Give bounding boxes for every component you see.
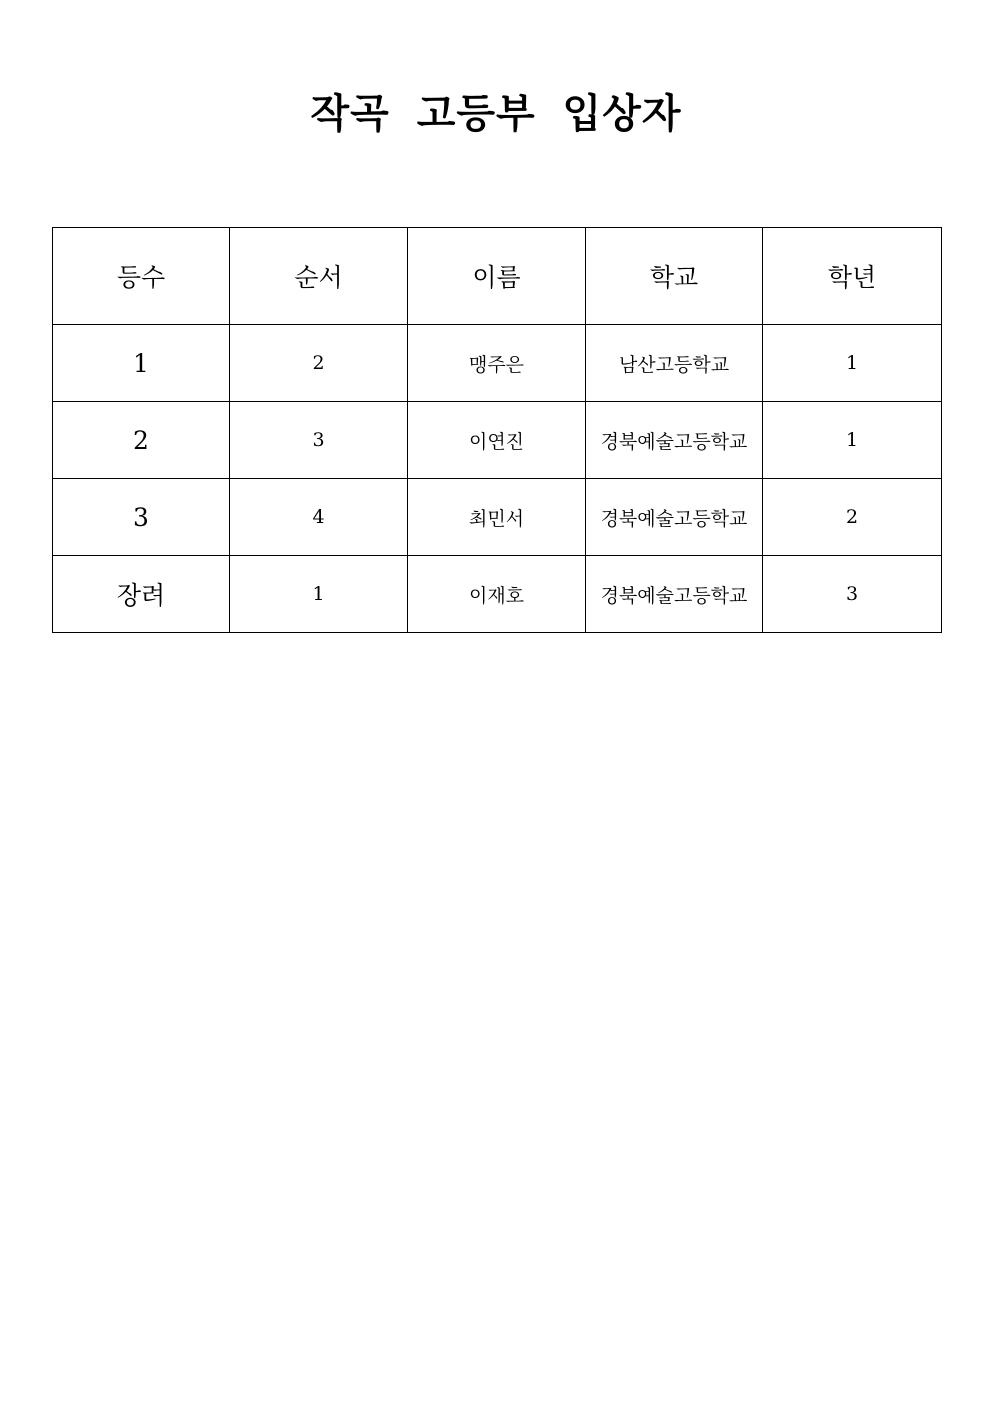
order-cell: 3 (230, 402, 408, 479)
rank-cell: 1 (53, 325, 230, 402)
school-cell: 경북예술고등학교 (586, 479, 763, 556)
name-cell: 이재호 (408, 556, 586, 633)
header-order: 순서 (230, 228, 408, 325)
grade-cell: 2 (763, 479, 942, 556)
table-row (53, 479, 942, 556)
order-cell: 4 (230, 479, 408, 556)
rank-cell: 장려 (53, 556, 230, 633)
order-cell: 2 (230, 325, 408, 402)
rank-cell: 2 (53, 402, 230, 479)
header-row (53, 228, 942, 325)
header-grade: 학년 (763, 228, 942, 325)
rank-cell: 3 (53, 479, 230, 556)
name-cell: 맹주은 (408, 325, 586, 402)
name-cell: 이연진 (408, 402, 586, 479)
header-school: 학교 (586, 228, 763, 325)
grade-cell: 1 (763, 325, 942, 402)
grade-cell: 3 (763, 556, 942, 633)
page-title: 작곡 고등부 입상자 (310, 90, 682, 137)
grade-cell: 1 (763, 402, 942, 479)
school-cell: 경북예술고등학교 (586, 556, 763, 633)
order-cell: 1 (230, 556, 408, 633)
name-cell: 최민서 (408, 479, 586, 556)
table-row (53, 325, 942, 402)
school-cell: 남산고등학교 (586, 325, 763, 402)
school-cell: 경북예술고등학교 (586, 402, 763, 479)
table-row (53, 402, 942, 479)
results-table (52, 227, 942, 633)
header-rank: 등수 (53, 228, 230, 325)
header-name: 이름 (408, 228, 586, 325)
table-row (53, 556, 942, 633)
